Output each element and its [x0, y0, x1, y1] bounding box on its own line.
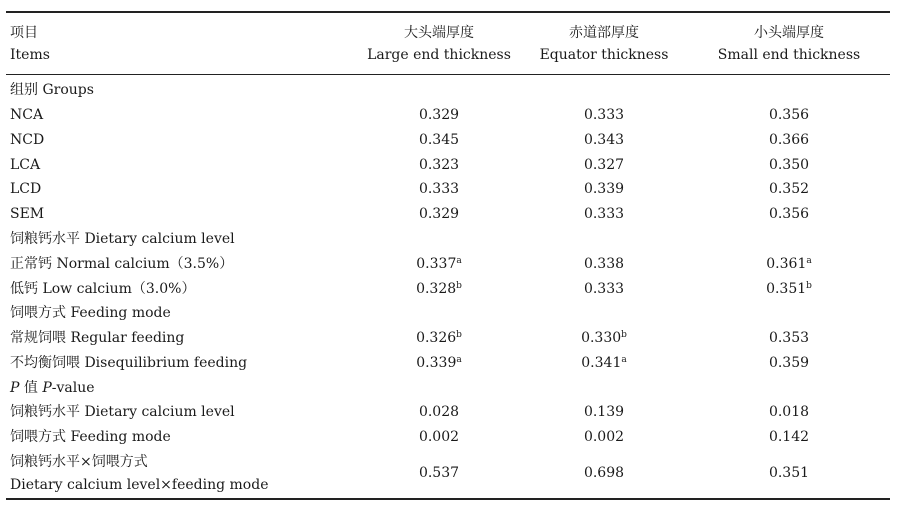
table-row [0, 202, 900, 227]
cell-small-end: 0.356 [768, 107, 810, 123]
cell-large-end: 0.323 [418, 157, 460, 173]
cell-small-end: 0.351$^b$ [766, 281, 812, 297]
table-top-rule [6, 11, 890, 13]
header-large-end-cn: 大头端厚度 [404, 25, 474, 41]
header-large-end-en: Large end thickness [367, 47, 511, 63]
section-row-calcium [0, 227, 900, 252]
cell-equator: 0.343 [583, 132, 625, 148]
cell-equator: 0.330$^b$ [581, 330, 627, 346]
cell-small-end: 0.142 [768, 429, 810, 445]
header-items-cn: 项目 [10, 25, 38, 41]
header-small-end [689, 22, 889, 66]
table-header-rule [6, 74, 890, 75]
cell-equator: 0.139 [583, 404, 625, 420]
table-row [0, 252, 900, 277]
row-label-en: Dietary calcium level×feeding mode [10, 477, 269, 493]
row-label: 饲粮钙水平 Dietary calcium level [10, 404, 235, 420]
cell-large-end: 0.339$^a$ [416, 355, 462, 371]
table-row [0, 326, 900, 351]
cell-large-end: 0.329 [418, 206, 460, 222]
table-row [0, 128, 900, 153]
cell-equator: 0.002 [583, 429, 625, 445]
cell-equator: 0.327 [583, 157, 625, 173]
row-label: 饲粮钙水平 Dietary calcium level [10, 231, 235, 247]
cell-large-end: 0.537 [418, 465, 460, 481]
cell-small-end: 0.353 [768, 330, 810, 346]
table-row [0, 451, 900, 497]
header-items [10, 22, 50, 66]
cell-small-end: 0.018 [768, 404, 810, 420]
section-row-pvalue [0, 376, 900, 401]
row-label: 饲粮钙水平×饲喂方式 [10, 454, 148, 470]
row-label: 组别 Groups [10, 82, 94, 98]
row-label: SEM [10, 206, 45, 222]
cell-small-end: 0.361$^a$ [766, 256, 812, 272]
header-equator [504, 22, 704, 66]
row-label: LCA [10, 157, 41, 173]
row-label: 低钙 Low calcium（3.0%） [10, 281, 196, 297]
cell-large-end: 0.328$^b$ [416, 281, 462, 297]
cell-large-end: 0.028 [418, 404, 460, 420]
cell-equator: 0.338 [583, 256, 625, 272]
row-label: 常规饲喂 Regular feeding [10, 330, 185, 346]
cell-equator: 0.341$^a$ [581, 355, 627, 371]
cell-large-end: 0.329 [418, 107, 460, 123]
table-row [0, 153, 900, 178]
row-label: 饲喂方式 Feeding mode [10, 305, 171, 321]
row-label: P 值 P-value [10, 380, 95, 396]
header-items-en: Items [10, 47, 50, 63]
cell-equator: 0.333 [583, 206, 625, 222]
row-label: NCA [10, 107, 44, 123]
cell-small-end: 0.351 [768, 465, 810, 481]
table-bottom-rule [6, 498, 890, 500]
row-label: NCD [10, 132, 45, 148]
cell-large-end: 0.345 [418, 132, 460, 148]
cell-small-end: 0.350 [768, 157, 810, 173]
row-label: LCD [10, 181, 42, 197]
cell-equator: 0.333 [583, 107, 625, 123]
row-label: 饲喂方式 Feeding mode [10, 429, 171, 445]
table-row [0, 177, 900, 202]
cell-large-end: 0.326$^b$ [416, 330, 462, 346]
cell-small-end: 0.359 [768, 355, 810, 371]
cell-small-end: 0.356 [768, 206, 810, 222]
cell-equator: 0.339 [583, 181, 625, 197]
row-label: 不均衡饲喂 Disequilibrium feeding [10, 355, 248, 371]
cell-equator: 0.333 [583, 281, 625, 297]
cell-equator: 0.698 [583, 465, 625, 481]
section-row-groups [0, 78, 900, 103]
cell-large-end: 0.337$^a$ [416, 256, 462, 272]
header-small-end-cn: 小头端厚度 [754, 25, 824, 41]
header-equator-en: Equator thickness [539, 47, 669, 63]
header-equator-cn: 赤道部厚度 [569, 25, 639, 41]
row-label: 正常钙 Normal calcium（3.5%） [10, 256, 234, 272]
cell-large-end: 0.333 [418, 181, 460, 197]
table-row [0, 103, 900, 128]
cell-large-end: 0.002 [418, 429, 460, 445]
cell-small-end: 0.366 [768, 132, 810, 148]
table-row [0, 351, 900, 376]
table-row [0, 425, 900, 450]
section-row-feeding [0, 301, 900, 326]
cell-small-end: 0.352 [768, 181, 810, 197]
table-row [0, 277, 900, 302]
header-small-end-en: Small end thickness [717, 47, 861, 63]
table-row [0, 400, 900, 425]
